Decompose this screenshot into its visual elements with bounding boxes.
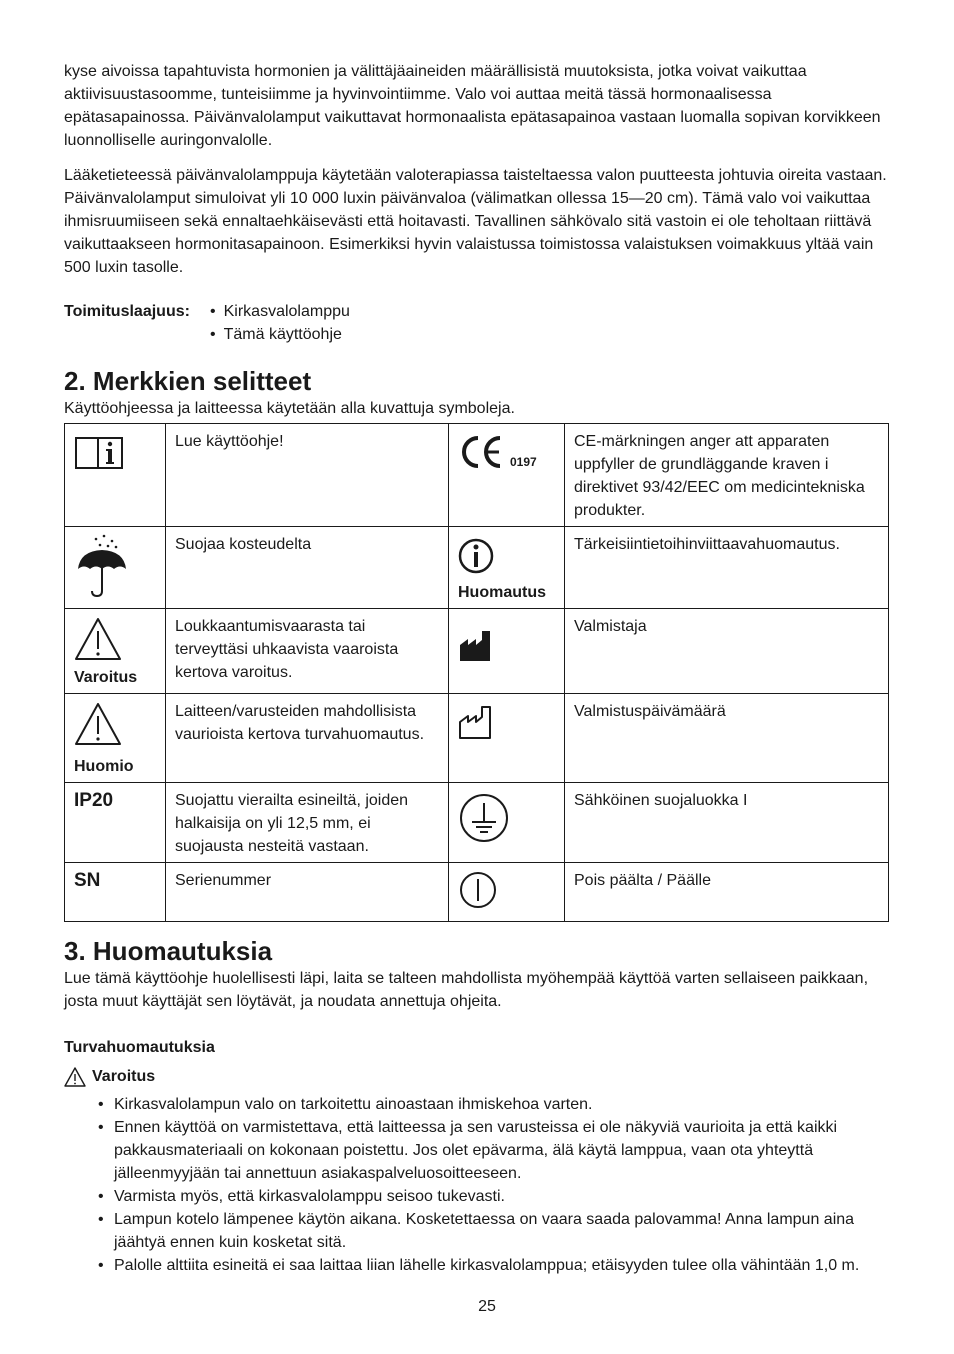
warning-list <box>64 1093 888 1277</box>
section-3-intro: Lue tämä käyttöohje huolellisesti läpi, laita se talteen mahdollista myöhempää käyttöä varten sellaiseen paikkaan, josta muut käyttäjät sen löytävät, ja noudata annettuja ohjeita. <box>64 970 869 1010</box>
warning-triangle-icon <box>74 617 122 661</box>
symbol-cell <box>449 527 565 609</box>
umbrella-icon <box>74 533 130 597</box>
list-item: • Varmista myös, että kirkasvalolamppu seisoo tukevasti. <box>114 1185 888 1208</box>
intro-paragraph-1: kyse aivoissa tapahtuvista hormonien ja välittäjäaineiden määrällisistä muutoksista, jotka voivat vaikuttaa aktiivisuustasoomme, tunteisiimme ja hyvinvointiimme. Valo voi auttaa meitä tässä hormonaalisessa epätasapainossa. Päivänvalolamput vaikuttavat hormonaalista epätasapainoa vastaan luomalla sopivan korvikkeen luonnolliselle auringonvalolle. <box>64 63 881 149</box>
ce-mark-icon <box>458 432 538 472</box>
power-onoff-icon <box>458 870 498 910</box>
section-3-title: 3. Huomautuksia <box>64 936 273 966</box>
symbol-description: Serienummer <box>166 863 449 922</box>
symbol-description: Laitteen/varusteiden mahdollisista vaurioista kertova turvahuomautus. <box>166 694 449 783</box>
warning-heading <box>64 1065 888 1088</box>
delivery-scope-label: Toimituslaajuus: <box>64 303 190 320</box>
table-row <box>65 527 889 609</box>
symbol-description: Pois päälta / Päälle <box>565 863 889 922</box>
table-row <box>65 424 889 527</box>
serial-number-code: SN <box>74 870 101 891</box>
caution-triangle-icon <box>74 702 122 746</box>
ip-code: IP20 <box>74 790 114 811</box>
manufacturer-icon <box>458 629 494 663</box>
list-item: • Kirkasvalolamppu <box>210 300 350 323</box>
symbol-label: Huomautus <box>458 584 546 601</box>
page-content <box>64 60 888 1277</box>
symbol-cell <box>449 609 565 694</box>
list-item: • Palolle alttiita esineitä ei saa laittaa liian lähelle kirkasvalolamppua; etäisyyden tulee olla vähintään 1,0 m. <box>114 1254 888 1277</box>
delivery-scope <box>64 300 888 346</box>
symbol-description: Valmistuspäivämäärä <box>565 694 889 783</box>
table-row <box>65 609 889 694</box>
symbol-cell <box>449 783 565 863</box>
symbol-cell <box>65 863 166 922</box>
page-number: 25 <box>478 1298 496 1315</box>
warning-triangle-icon <box>64 1067 86 1087</box>
symbol-cell <box>449 694 565 783</box>
symbol-cell <box>65 783 166 863</box>
list-item: • Tämä käyttöohje <box>210 323 350 346</box>
table-row <box>65 694 889 783</box>
symbol-cell <box>65 424 166 527</box>
symbol-table <box>64 423 889 922</box>
manufacture-date-icon <box>458 704 494 740</box>
list-item: • Ennen käyttöä on varmistettava, että laitteessa ja sen varusteissa ei ole näkyviä vaurioita ja että kaikki pakkausmateriaali on kokonaan poistettu. Jos olet epävarma, älä käytä lamppua, vaan ota yhteyttä jälleenmyyjään tai annettuun asiakaspalveluosoitteeseen. <box>114 1116 888 1185</box>
symbol-label: Varoitus <box>74 669 138 686</box>
warning-label: Varoitus <box>92 1068 156 1085</box>
symbol-cell <box>65 527 166 609</box>
info-icon <box>458 536 498 576</box>
section-2-intro: Käyttöohjeessa ja laitteessa käytetään alla kuvattuja symboleja. <box>64 400 515 417</box>
symbol-cell <box>449 424 565 527</box>
symbol-cell <box>449 863 565 922</box>
symbol-description: Suojattu vierailta esineiltä, joiden halkaisija on yli 12,5 mm, ei suojausta nesteitä vastaan. <box>166 783 449 863</box>
symbol-label: Huomio <box>74 758 134 775</box>
protective-earth-icon <box>458 793 510 843</box>
symbol-description: Loukkaantumisvaarasta tai terveyttäsi uhkaavista vaaroista kertova varoitus. <box>166 609 449 694</box>
symbol-description: Sähköinen suojaluokka I <box>565 783 889 863</box>
intro-paragraph-2: Lääketieteessä päivänvalolamppuja käytetään valoterapiassa taisteltaessa valon puutteesta johtuvia oireita vastaan. Päivänvalolamput simuloivat yli 10 000 luxin päivänvaloa (välimatkan ollessa 15—20 cm). Tämä valo voi vaikuttaa ihmisruumiiseen sekä ennaltaehkäisevästi että hoitavasti. Tavallinen sähkövalo sitä vastoin ei ole teholtaan riittävä vaikuttaakseen hormonitasapainoon. Esimerkiksi hyvin valaistussa toimistossa valaistuksen voimakkuus yltää vain 500 luxin tasolle. <box>64 167 887 276</box>
delivery-scope-list <box>210 300 350 346</box>
symbol-description: Valmistaja <box>565 609 889 694</box>
symbol-description: CE-märkningen anger att apparaten uppfyller de grundläggande kraven i direktivet 93/42/EEC om medicintekniska produkter. <box>565 424 889 527</box>
symbol-description: Tärkeisiintietoihinviittaavahuomautus. <box>565 527 889 609</box>
section-2-title: 2. Merkkien selitteet <box>64 366 312 396</box>
manual-info-icon <box>74 434 124 472</box>
symbol-description: Suojaa kosteudelta <box>166 527 449 609</box>
list-item: • Lampun kotelo lämpenee käytön aikana. Kosketettaessa on vaara saada palovamma! Anna lampun aina jäähtyä ennen kuin kosketat sitä. <box>114 1208 888 1254</box>
table-row <box>65 863 889 922</box>
safety-subheading: Turvahuomautuksia <box>64 1039 215 1056</box>
symbol-description: Lue käyttöohje! <box>166 424 449 527</box>
symbol-cell <box>65 609 166 694</box>
list-item: • Kirkasvalolampun valo on tarkoitettu ainoastaan ihmiskehoa varten. <box>114 1093 888 1116</box>
symbol-cell <box>65 694 166 783</box>
ce-number: 0197 <box>510 455 537 469</box>
table-row <box>65 783 889 863</box>
